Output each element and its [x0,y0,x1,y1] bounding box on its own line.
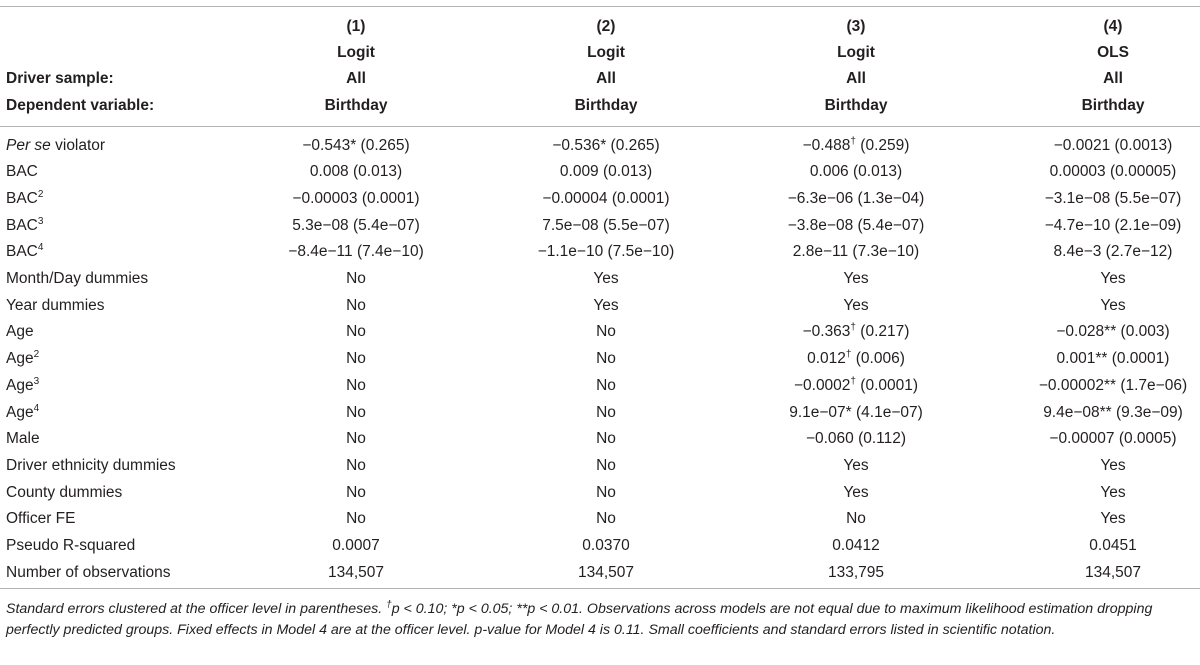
table-cell-col2 [596,346,616,373]
cell-standard-error: (0.013) [848,163,903,181]
cell-estimate: No [346,270,366,287]
cell-estimate: 8.4e−3 [1053,243,1102,261]
row-label-text: Male [6,430,40,448]
table-cell-col2 [596,400,616,427]
cell-estimate: 0.001** [1056,350,1108,368]
cell-estimate: No [346,296,366,314]
row-label [6,293,105,320]
row-label [6,133,105,160]
cell-estimate: −0.0002 [793,376,851,394]
table-row [0,239,1200,266]
table-row [0,186,1200,213]
cell-estimate: No [596,510,616,528]
table-cell-col3 [793,239,919,266]
cell-estimate: −0.060 [805,430,854,448]
cell-estimate: 0.0412 [832,537,880,554]
table-cell-col1 [288,239,423,266]
table-cell-col1 [346,480,366,507]
table-cell-col1 [346,373,366,400]
cell-significance-mark: † [850,135,856,147]
table-row [0,453,1200,480]
cell-estimate: 0.0007 [332,537,380,554]
header-cell-col2: (2) [596,18,616,35]
cell-standard-error: (5.4e−07) [348,216,420,234]
cell-estimate: No [596,403,616,421]
row-label-text: Officer FE [6,510,76,528]
table-cell-col1 [346,346,366,373]
cell-standard-error: (1.3e−04) [853,189,925,207]
cell-standard-error: (0.013) [348,163,403,181]
table-cell-col3 [828,560,884,587]
cell-estimate: Yes [843,483,869,501]
table-cell-col4 [1049,426,1176,453]
header-cell-col1: (1) [346,18,366,35]
cell-standard-error: (0.0001) [1107,350,1170,368]
cell-estimate: Yes [593,296,619,314]
table-cell-col4 [1050,159,1177,186]
cell-estimate: −1.1e−10 [537,243,604,261]
table-row [0,373,1200,400]
table-cell-col3 [843,266,868,293]
cell-estimate: Yes [1100,456,1126,474]
table-cell-col4 [1057,346,1170,373]
table-cell-col2 [552,133,659,160]
table-row [0,400,1200,427]
table-cell-col2 [538,239,675,266]
table-cell-col4 [1039,373,1187,400]
row-label [6,453,176,480]
table-cell-col3 [806,426,906,453]
table-cell-col1 [292,213,420,240]
row-label-exponent: 3 [33,375,40,387]
cell-estimate: No [346,376,366,394]
row-label [6,480,122,507]
cell-estimate: −0.00007 [1049,430,1115,448]
table-cell-col4 [1089,533,1136,560]
table-cell-col1 [302,133,409,160]
cell-estimate: No [596,323,616,341]
row-label [6,213,43,240]
table-cell-col4 [1100,480,1125,507]
cell-estimate: Yes [1100,510,1126,528]
table-cell-col3 [794,373,918,400]
cell-estimate: 2.8e−11 [792,243,849,261]
cell-estimate: −3.8e−08 [787,216,854,234]
cell-significance-mark: † [850,322,856,334]
cell-standard-error: (1.7e−06) [1116,376,1188,394]
cell-standard-error: (5.4e−07) [853,216,925,234]
row-label-exponent: 4 [37,242,44,254]
table-cell-col2 [578,560,634,587]
table-cell-col3 [788,213,925,240]
row-label-exponent: 2 [37,188,44,200]
row-label [6,346,39,373]
cell-estimate: 9.1e−07* [789,403,852,421]
row-label-italic: Per se [6,136,51,154]
table-cell-col3 [843,480,868,507]
table-cell-col2 [542,186,669,213]
table-cell-col3 [803,133,910,160]
table-cell-col3 [803,319,910,346]
cell-estimate: −0.488 [802,136,851,154]
cell-significance-mark: † [845,348,852,360]
table-cell-col2 [596,426,616,453]
cell-estimate: Yes [843,296,869,314]
table-cell-col2 [596,480,616,507]
cell-estimate: Yes [1100,483,1126,501]
table-cell-col1 [346,453,366,480]
cell-estimate: Yes [843,456,869,474]
cell-estimate: No [346,350,366,368]
cell-estimate: Yes [843,270,869,287]
cell-standard-error: (0.0001) [607,189,670,207]
row-label-text: Number of observations [6,563,171,581]
table-cell-col4 [1100,453,1125,480]
cell-standard-error: (0.00005) [1105,163,1177,181]
cell-standard-error: (7.3e−10) [848,243,920,261]
table-cell-col3 [789,400,923,427]
header-cell-col1: Birthday [324,97,388,114]
cell-standard-error: (0.265) [356,136,410,154]
cell-estimate: Yes [1100,296,1126,314]
table-cell-col1 [346,319,366,346]
cell-estimate: −3.1e−08 [1044,189,1111,207]
header-row-method [0,40,1200,66]
cell-estimate: No [346,510,366,528]
row-label-text: BAC [6,189,38,207]
row-label [6,560,171,587]
cell-estimate: −4.7e−10 [1044,216,1111,234]
row-label-exponent: 3 [37,215,44,227]
table-row [0,426,1200,453]
table-cell-col2 [560,159,652,186]
cell-standard-error: (0.217) [855,323,910,341]
cell-estimate: No [596,430,616,448]
cell-standard-error: (2.1e−09) [1110,216,1182,234]
table-cell-col4 [1056,319,1169,346]
table-cell-col1 [292,186,419,213]
table-cell-col2 [596,319,616,346]
header-cell-col4: All [1103,70,1123,87]
table-cell-col4 [1100,293,1125,320]
cell-estimate: 133,795 [827,563,885,581]
table-row [0,133,1200,160]
cell-estimate: −6.3e−06 [787,189,854,207]
header-bottom-rule [0,126,1200,127]
header-cell-col2: Birthday [574,97,638,114]
row-label-text: Month/Day dummies [6,270,149,287]
row-label [6,266,148,293]
row-label [6,506,75,533]
header-cell-col4: OLS [1097,44,1129,61]
header-cell-col1: Logit [337,44,375,61]
cell-standard-error: (0.112) [853,430,907,448]
table-footnote [6,599,1194,640]
table-cell-col3 [788,186,925,213]
cell-estimate: No [596,456,616,474]
cell-estimate: −0.0021 [1053,136,1111,154]
cell-standard-error: (0.259) [855,136,910,154]
cell-significance-mark: † [850,375,856,387]
cell-estimate: −0.028** [1056,323,1117,341]
cell-standard-error: (0.013) [598,163,653,181]
table-cell-col1 [310,159,402,186]
cell-estimate: 5.3e−08 [292,216,349,234]
cell-estimate: −0.543* [302,136,357,154]
row-label-text: BAC [6,243,38,261]
header-cell-col3: (3) [846,18,866,35]
table-cell-col3 [832,533,879,560]
table-cell-col3 [843,293,868,320]
cell-estimate: No [596,376,616,394]
cell-standard-error: (7.5e−10) [603,243,675,261]
cell-estimate: 0.0370 [582,537,630,554]
table-row [0,506,1200,533]
table-row [0,533,1200,560]
table-cell-col1 [346,506,366,533]
cell-estimate: Yes [593,270,619,287]
cell-estimate: 134,507 [327,563,385,581]
table-cell-col1 [346,426,366,453]
row-label-text: Age [6,350,34,368]
cell-estimate: 0.009 [559,163,599,181]
footnote-part-2: p < 0.10; *p < 0.05; **p < 0.01. Observations across models are not equal due to maximum likelihood estimation dropping perfectly predicted groups. Fixed effects in Model 4 are at the officer level. p-value for Model 4 is 0.11. Small coefficients and standard errors listed in scientific notation. [6,601,1153,638]
row-label [6,239,43,266]
table-top-rule [0,6,1200,7]
header-label: Driver sample: [6,70,114,87]
cell-estimate: No [596,350,616,368]
cell-estimate: 0.006 [809,163,849,181]
row-label-exponent: 4 [33,402,40,414]
row-label-text: Age [6,376,34,394]
table-cell-col1 [346,293,366,320]
cell-standard-error: (0.003) [1116,323,1170,341]
row-label [6,373,39,400]
table-cell-col4 [1054,239,1173,266]
table-row [0,293,1200,320]
row-label [6,533,135,560]
cell-estimate: −0.00003 [292,189,358,207]
row-label-exponent: 2 [33,348,40,360]
cell-standard-error: (4.1e−07) [851,403,923,421]
cell-estimate: 134,507 [577,563,635,581]
row-label-text: Year dummies [6,296,105,314]
cell-estimate: No [346,456,366,474]
footnote-dagger: † [386,599,392,611]
cell-estimate: No [346,483,366,501]
table-cell-col1 [346,266,366,293]
table-cell-col2 [542,213,670,240]
row-label [6,319,34,346]
cell-standard-error: (0.265) [606,136,660,154]
row-label-text: BAC [6,163,38,181]
cell-standard-error: (0.006) [851,350,905,368]
table-cell-col4 [1054,133,1173,160]
table-row [0,346,1200,373]
header-cell-col2: Logit [587,44,625,61]
cell-estimate: 0.0451 [1089,537,1137,554]
table-cell-col4 [1043,400,1183,427]
table-cell-col1 [328,560,384,587]
row-label-text: County dummies [6,483,123,501]
cell-standard-error: (7.4e−10) [352,243,424,261]
cell-estimate: −0.00004 [542,189,608,207]
cell-estimate: No [346,323,366,341]
cell-estimate: Yes [1100,270,1126,287]
header-cell-col3: Birthday [824,97,888,114]
table-cell-col3 [843,453,868,480]
cell-estimate: −0.00002** [1038,376,1117,394]
cell-estimate: No [846,510,866,528]
table-row [0,560,1200,587]
table-row [0,319,1200,346]
cell-estimate: 9.4e−08** [1043,403,1112,421]
table-cell-col1 [332,533,379,560]
table-cell-col4 [1100,506,1125,533]
row-label-text: Age [6,323,34,341]
header-row-model-number [0,14,1200,40]
table-cell-col3 [807,346,905,373]
cell-estimate: No [346,403,366,421]
row-label [6,400,39,427]
cell-standard-error: (0.0001) [855,376,919,394]
table-row [0,213,1200,240]
header-cell-col3: Logit [837,44,875,61]
table-row [0,480,1200,507]
cell-standard-error: (5.5e−07) [1110,189,1182,207]
table-row [0,266,1200,293]
cell-estimate: 0.00003 [1049,163,1106,181]
table-cell-col4 [1045,186,1182,213]
table-cell-col4 [1100,266,1125,293]
cell-estimate: 0.008 [309,163,349,181]
cell-estimate: −0.536* [552,136,607,154]
header-row-dependent-variable [0,93,1200,119]
table-cell-col2 [596,506,616,533]
cell-estimate: 134,507 [1084,563,1142,581]
header-row-driver-sample [0,66,1200,92]
table-cell-col4 [1085,560,1141,587]
table-cell-col4 [1045,213,1182,240]
table-cell-col3 [846,506,866,533]
row-label [6,159,38,186]
table-cell-col1 [346,400,366,427]
table-row [0,159,1200,186]
cell-standard-error: (0.0001) [357,189,420,207]
row-label [6,186,43,213]
header-cell-col4: Birthday [1081,97,1145,114]
header-cell-col2: All [596,70,616,87]
cell-estimate: 7.5e−08 [542,216,599,234]
table-cell-col2 [582,533,629,560]
row-label-text: BAC [6,216,38,234]
cell-estimate: −8.4e−11 [288,243,353,261]
table-cell-col2 [593,266,618,293]
footnote-part-1: Standard errors clustered at the officer level in parentheses. [6,601,387,617]
cell-standard-error: (9.3e−09) [1111,403,1183,421]
row-label-text: Age [6,403,34,421]
table-cell-col2 [593,293,618,320]
header-label: Dependent variable: [6,97,155,114]
header-cell-col4: (4) [1103,18,1123,35]
header-cell-col3: All [846,70,866,87]
header-cell-col1: All [346,70,366,87]
cell-estimate: No [596,483,616,501]
row-label-text: Pseudo R-squared [6,537,136,554]
cell-estimate: −0.363 [802,323,851,341]
table-cell-col3 [810,159,902,186]
cell-estimate: 0.012 [807,350,846,368]
cell-standard-error: (0.0013) [1110,136,1173,154]
row-label [6,426,40,453]
cell-estimate: No [346,430,366,448]
cell-standard-error: (0.0005) [1114,430,1177,448]
row-label-text: violator [50,136,106,154]
table-cell-col2 [596,453,616,480]
cell-standard-error: (5.5e−07) [598,216,670,234]
table-bottom-rule [0,588,1200,589]
cell-standard-error: (2.7e−12) [1101,243,1173,261]
row-label-text: Driver ethnicity dummies [6,456,176,474]
table-cell-col2 [596,373,616,400]
